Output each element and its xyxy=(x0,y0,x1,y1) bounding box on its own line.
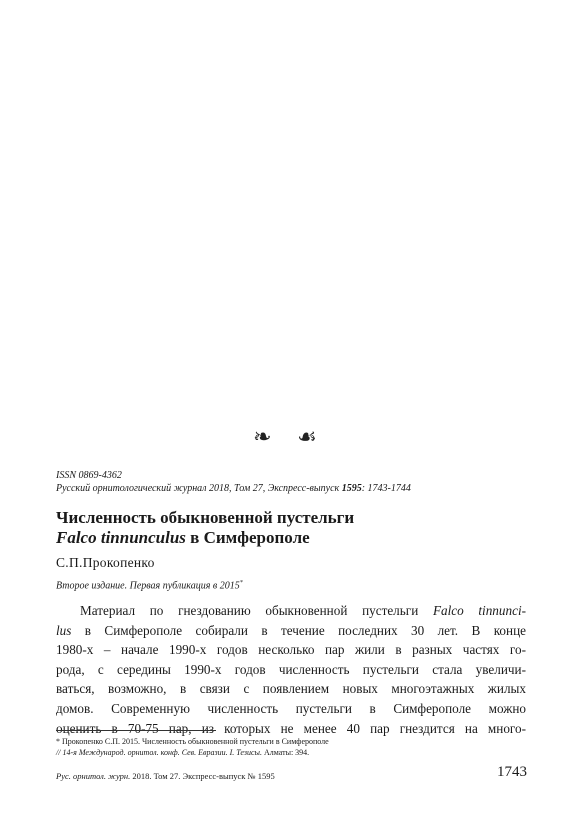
body-line: оценить в 70-75 пар, из которых не менее 40 пар гнездится на много- xyxy=(56,720,526,736)
footnote-source: // 14-я Международ. орнитол. конф. Сев. Евразии. I. Тезисы. Алматы: 394. xyxy=(56,748,310,757)
footnote: * Прокопенко С.П. 2015. Численность обыкновенной пустельги в Симферополе xyxy=(56,737,329,746)
edition-note: Второе издание. Первая публикация в 2015* xyxy=(56,580,243,592)
issn: ISSN 0869-4362 xyxy=(56,470,122,481)
body-line: ваться, возможно, в связи с появлением новых многоэтажных жилых xyxy=(56,681,526,697)
article-title: Численность обыкновенной пустельги Falco tinnunculus в Симферополе xyxy=(56,508,355,547)
page-number: 1743 xyxy=(497,764,527,780)
body-line: 1980-х – начале 1990-х годов несколько пар жили в разных частях го- xyxy=(56,642,526,658)
ornament-divider: ❧ ☙ xyxy=(253,424,327,449)
body-line: lus в Симферополе собирали в течение последних 30 лет. В конце xyxy=(56,622,526,638)
footnote-rule xyxy=(56,730,216,731)
body-line: Материал по гнездованию обыкновенной пустельги Falco tinnunci- xyxy=(80,603,526,618)
body-line: рода, с середины 1990-х годов численность пустельги стала увеличи- xyxy=(56,661,526,677)
article-body xyxy=(56,601,526,738)
journal-citation: Русский орнитологический журнал 2018, Том 27, Экспресс-выпуск 1595: 1743-1744 xyxy=(56,483,411,494)
running-footer: Рус. орнитол. журн. 2018. Том 27. Экспресс-выпуск № 1595 xyxy=(56,771,275,781)
author: С.П.Прокопенко xyxy=(56,555,155,570)
body-line: домов. Современную численность пустельги в Симферополе можно xyxy=(56,700,526,716)
